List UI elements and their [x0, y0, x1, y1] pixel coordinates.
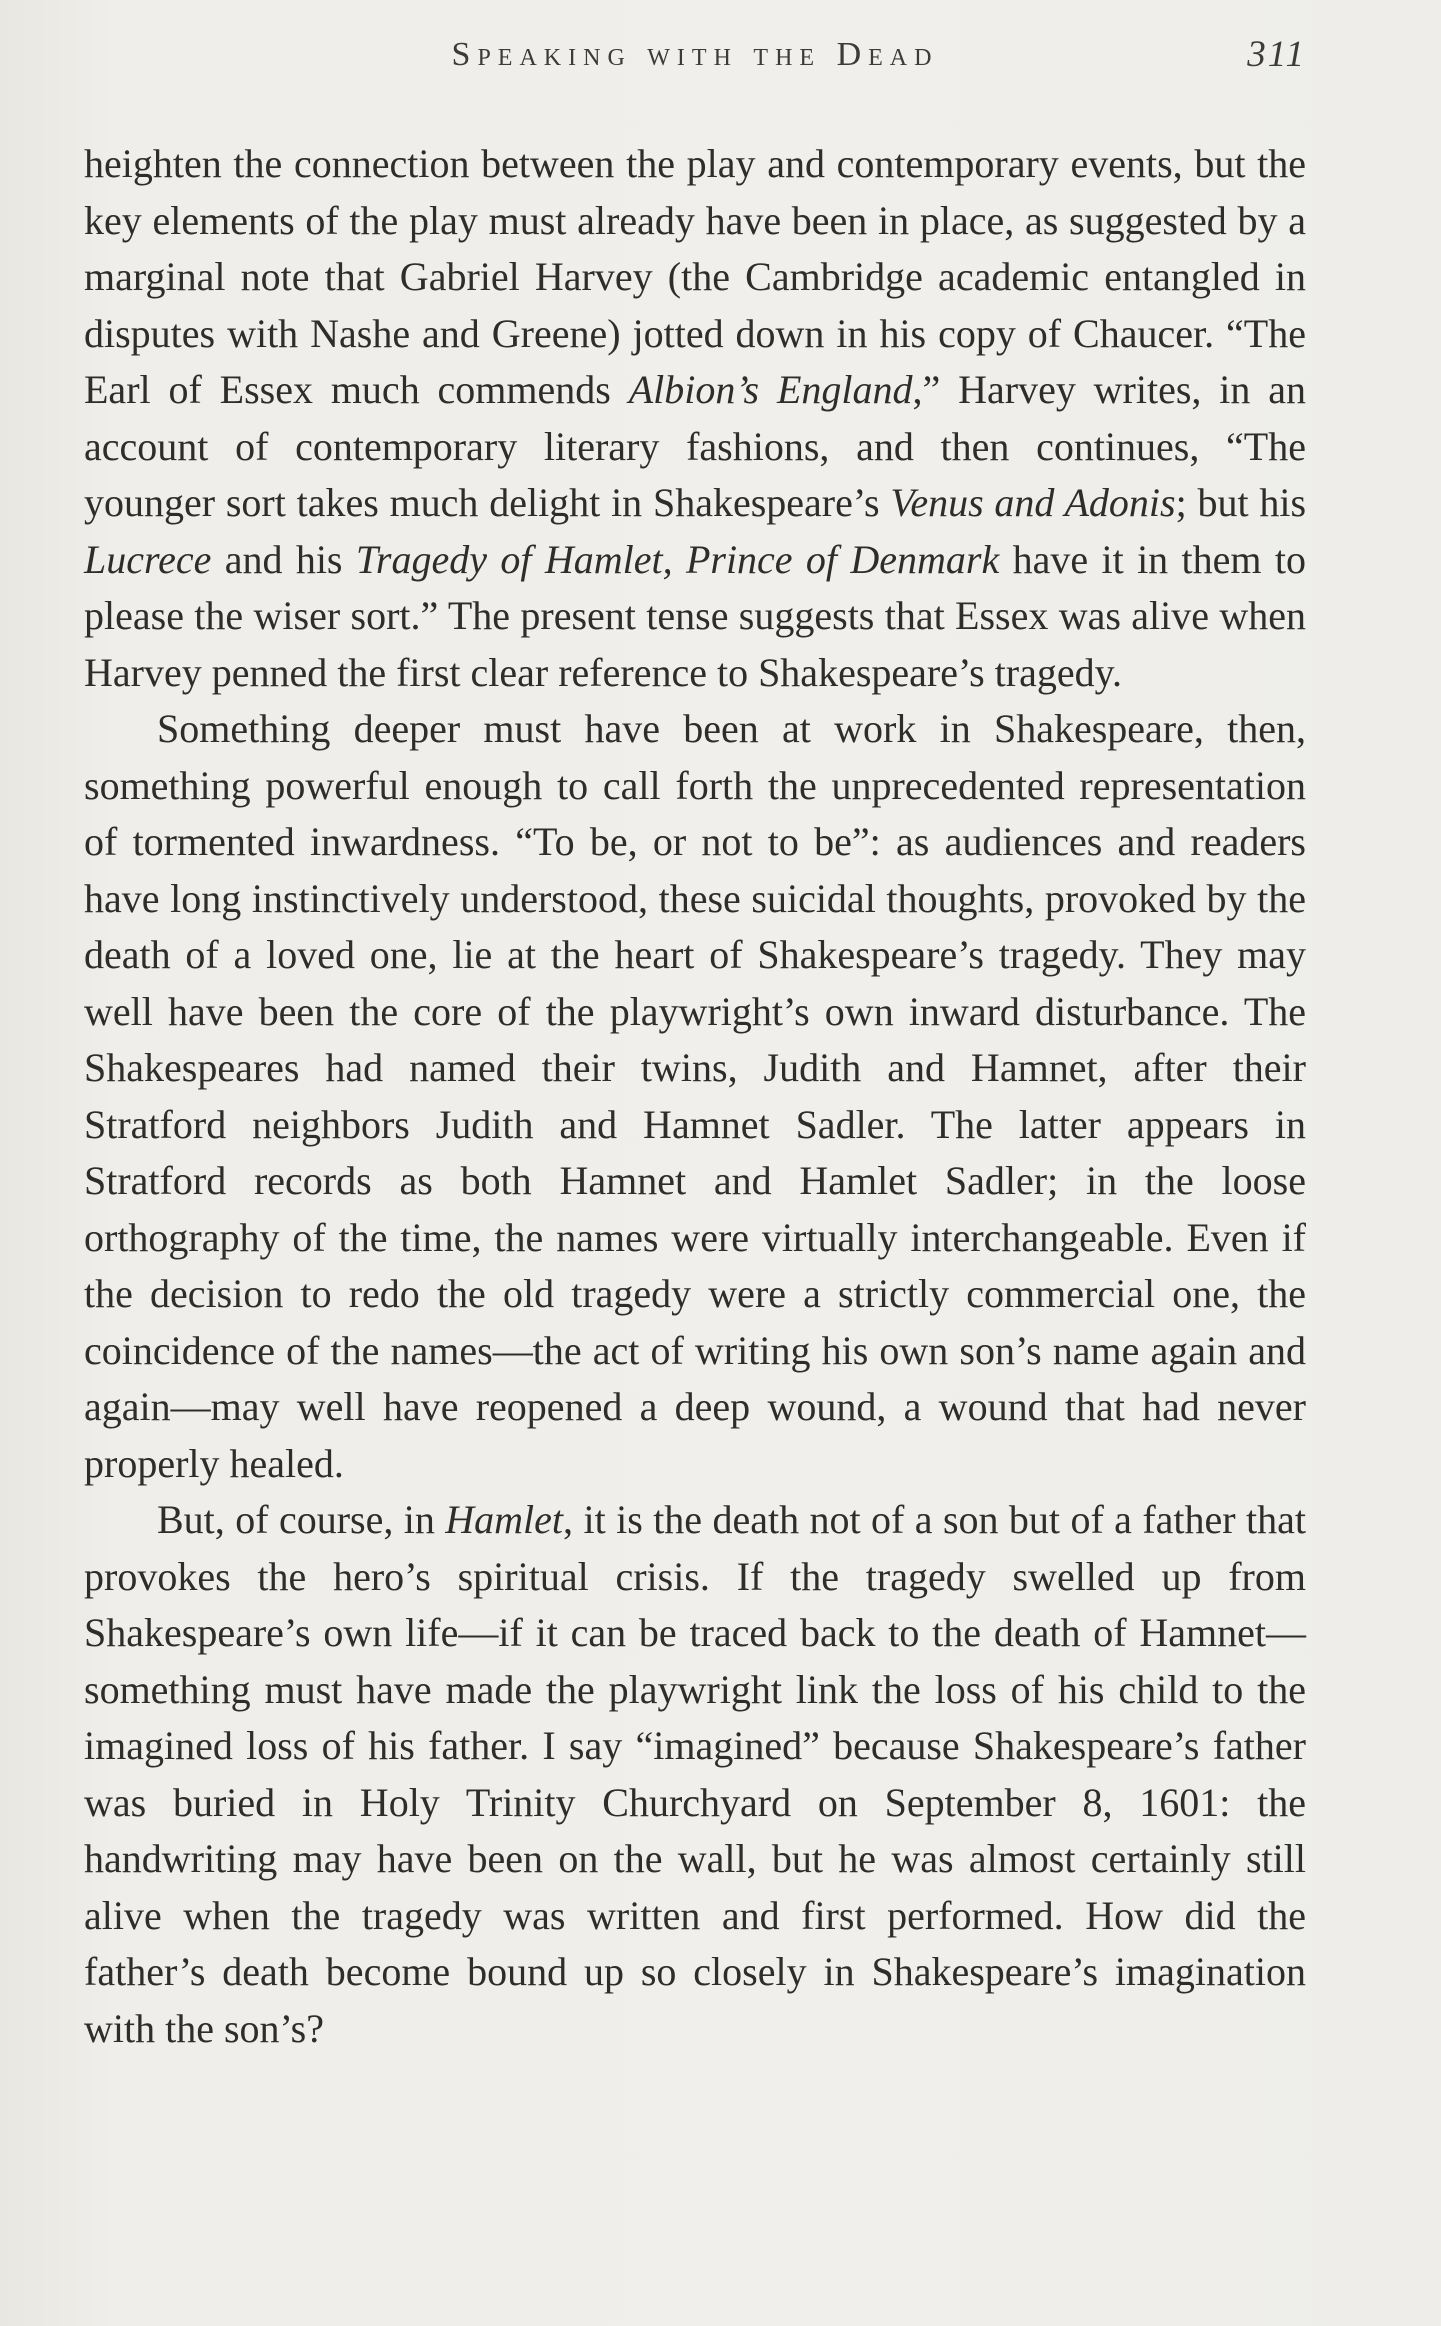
text-segment: and his	[211, 536, 356, 582]
text-segment: have it in them to please the wiser sort.” The present tense suggests that Essex was alive when Harvey penned the first clear reference to Shakespeare’s tragedy.	[84, 536, 1307, 695]
text-segment: ,” Harvey writes, in an account of contemporary literary fashions, and then continues, “The younger sort takes much delight in Shakespeare’s	[84, 367, 1307, 525]
paragraph	[84, 136, 1306, 701]
book-title-italic: Tragedy of Hamlet, Prince of Denmark	[355, 536, 1000, 582]
book-title-italic: Lucrece	[84, 536, 212, 582]
running-head	[84, 30, 1306, 80]
book-title-italic: Hamlet	[445, 1497, 564, 1542]
text-segment: Something deeper must have been at work in Shakespeare, then, something powerful enough to call forth the unprecedented representation of tormented inwardness. “To be, or not to be”: as audiences and readers have long instinctively understood, these suicidal thoughts, provoked by the death of a loved one, lie at the heart of Shakespeare’s tragedy. They may well have been the core of the playwright’s own inward disturbance. The Shakespeares had named their twins, Judith and Hamnet, after their Stratford neighbors Judith and Hamnet Sadler. The latter appears in Stratford records as both Hamnet and Hamlet Sadler; in the loose orthography of the time, the names were virtually interchangeable. Even if the decision to redo the old tragedy were a strictly commercial one, the coincidence of the names—the act of writing his own son’s name again and again—may well have reopened a deep wound, a wound that had never properly healed.	[84, 706, 1306, 1486]
text-segment: But, of course, in	[157, 1497, 446, 1542]
text-segment: heighten the connection between the play and contemporary events, but the key elements of the play must already have been in place, as suggested by a marginal note that Gabriel Harvey (the Cambridge academic entangled in disputes with Nashe and Greene) jotted down in his copy of Chaucer. “The Earl of Essex much commends	[84, 141, 1306, 412]
paragraph	[84, 1492, 1306, 2057]
body-text	[84, 136, 1306, 2057]
book-title-italic: Albion’s England	[628, 367, 913, 412]
chapter-title: Speaking with the Dead	[451, 36, 939, 73]
book-title-italic: Venus and Adonis	[890, 480, 1176, 525]
text-segment: , it is the death not of a son but of a father that provokes the hero’s spiritual crisis. If the tragedy swelled up from Shakespeare’s own life—if it can be traced back to the death of Hamnet—something must have made the playwright link the loss of his child to the imagined loss of his father. I say “imagined” because Shakespeare’s father was buried in Holy Trinity Churchyard on September 8, 1601: the handwriting may have been on the wall, but he was almost certainly still alive when the tragedy was written and first performed. How did the father’s death become bound up so closely in Shakespeare’s imagination with the son’s?	[84, 1497, 1307, 2051]
page-number: 311	[1247, 34, 1306, 75]
text-segment: ; but his	[1175, 480, 1307, 525]
paragraph	[84, 701, 1306, 1492]
